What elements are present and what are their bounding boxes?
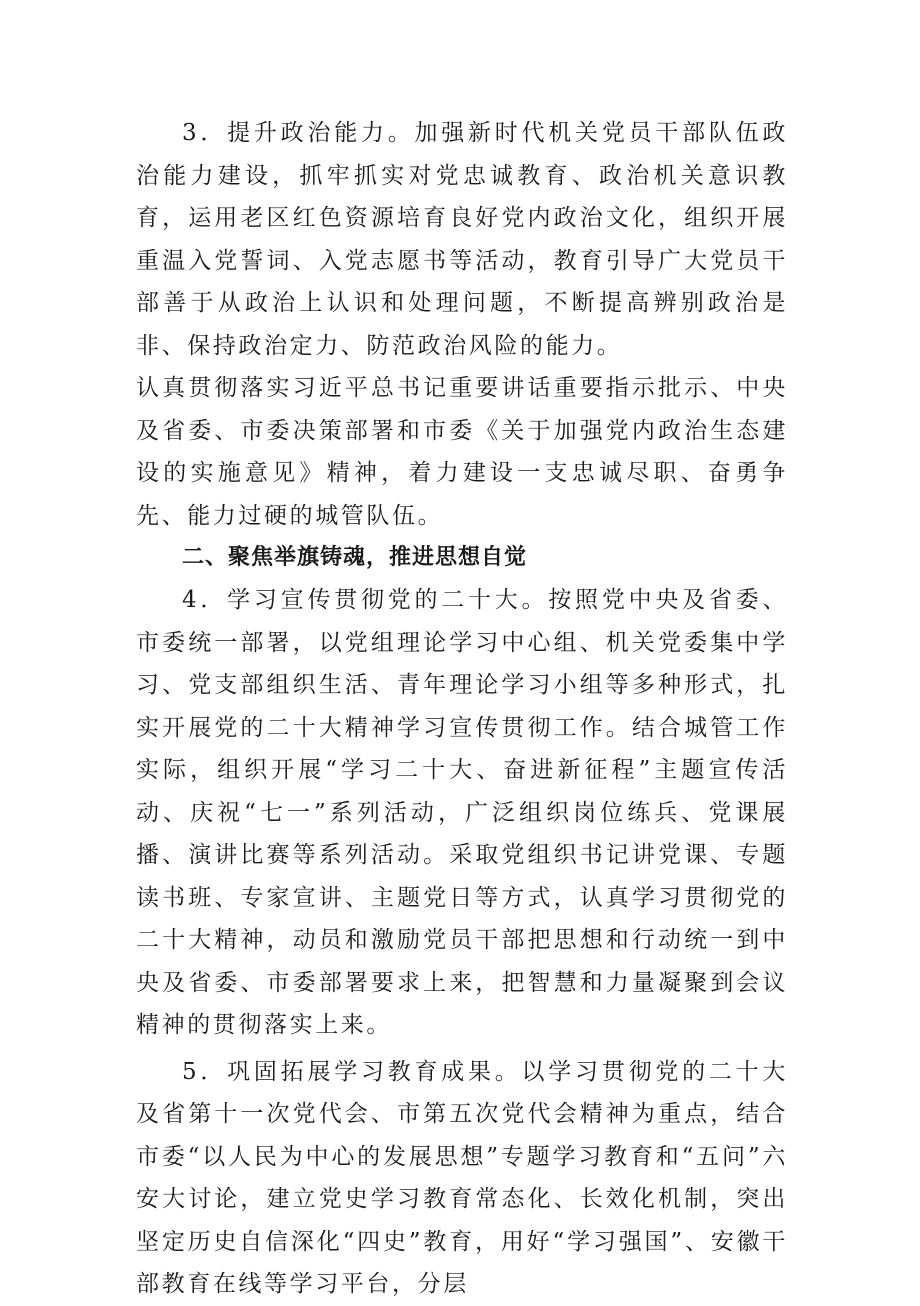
section-heading-2: 二、聚焦举旗铸魂，推进思想自觉 [182,545,528,570]
paragraph-improve-political-ability: 3．提升政治能力。加强新时代机关党员干部队伍政治能力建设，抓牢抓实对党忠诚教育、政治机关意识教育，运用老区红色资源培育良好党内政治文化，组织开展重温入党誓词、入党志愿书等活动，教育引导广大党员干部善于从政治上认识和处理问题，不断提高辨别政治是非、保持政治定力、防范政治风险的能力。 [136,120,788,359]
paragraph-implement-instructions: 认真贯彻落实习近平总书记重要讲话重要指示批示、中央及省委、市委决策部署和市委《关于加强党内政治生态建设的实施意见》精神，着力建设一支忠诚尽职、奋勇争先、能力过硬的城管队伍。 [136,375,788,529]
document-body [136,112,788,1306]
paragraph-study-twentieth-congress: 4．学习宣传贯彻党的二十大。按照党中央及省委、市委统一部署，以党组理论学习中心组、机关党委集中学习、党支部组织生活、青年理论学习小组等多种形式，扎实开展党的二十大精神学习宣传贯彻工作。结合城管工作实际，组织开展“学习二十大、奋进新征程”主题宣传活动、庆祝“七一”系列活动，广泛组织岗位练兵、党课展播、演讲比赛等系列活动。采取党组织书记讲党课、专题读书班、专家宣讲、主题党日等方式，认真学习贯彻党的二十大精神，动员和激励党员干部把思想和行动统一到中央及省委、市委部署要求上来，把智慧和力量凝聚到会议精神的贯彻落实上来。 [136,587,788,1038]
paragraph-consolidate-learning: 5．巩固拓展学习教育成果。以学习贯彻党的二十大及省第十一次党代会、市第五次党代会精神为重点，结合市委“以人民为中心的发展思想”专题学习教育和“五问”六安大讨论，建立党史学习教育常态化、长效化机制，突出坚定历史自信深化“四史”教育，用好“学习强国”、安徽干部教育在线等学习平台，分层 [136,1058,788,1297]
